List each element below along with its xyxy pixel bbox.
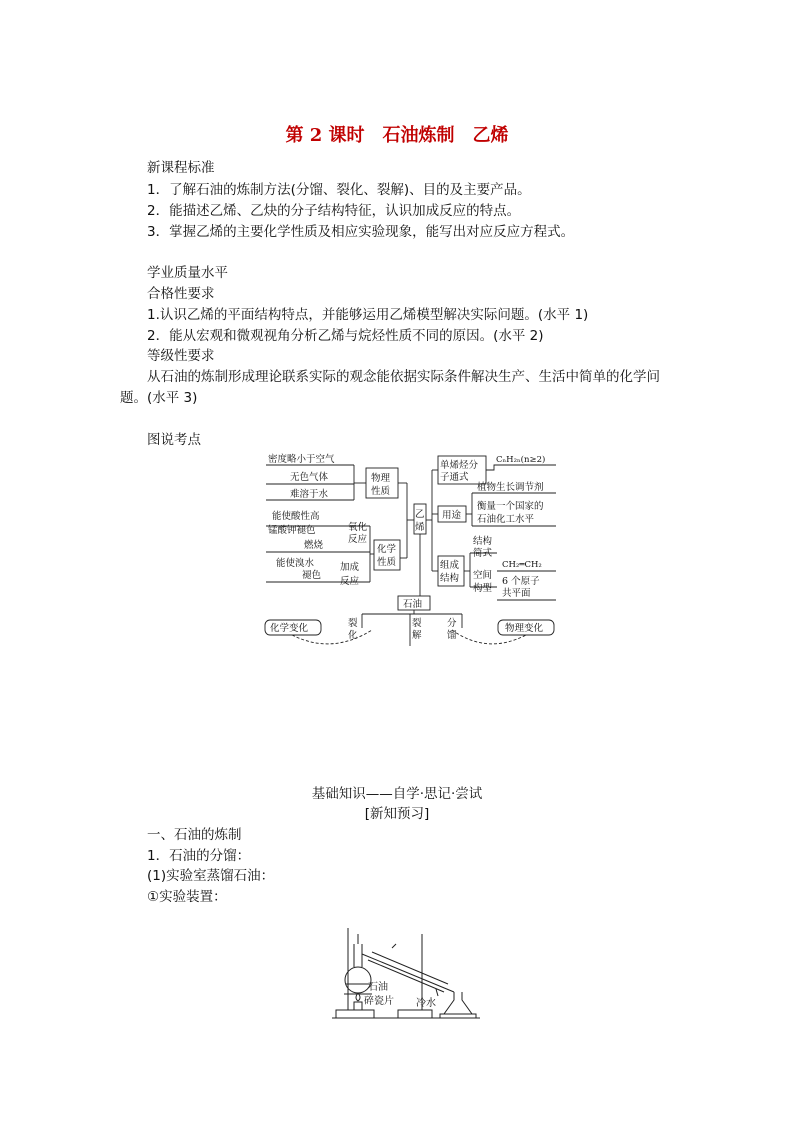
pass-item: 2．能从宏观和微观视角分析乙烯与烷烃性质不同的原因。(水平 2): [147, 328, 544, 344]
structure-label: 结构: [473, 536, 493, 547]
oxidation-item: 能使酸性高: [272, 511, 320, 522]
distill-label: 馏: [447, 630, 457, 641]
chemical-change-label: 化学变化: [270, 623, 309, 634]
physical-item: 无色气体: [290, 472, 329, 483]
page-title: 第 2 课时 石油炼制 乙烯: [285, 125, 509, 146]
standard-item: 1．了解石油的炼制方法(分馏、裂化、裂解)、目的及主要产品。: [147, 182, 531, 198]
burn-item: 燃烧: [304, 540, 324, 551]
center-box-label: 烯: [415, 522, 425, 533]
standard-item: 3．掌握乙烯的主要化学性质及相应实验现象，能写出对应反应方程式。: [147, 224, 575, 240]
physical-change-label: 物理变化: [505, 623, 544, 634]
standard-heading: 新课程标准: [147, 160, 215, 176]
item-heading: 1．石油的分馏：: [147, 848, 251, 864]
grade-heading: 等级性要求: [147, 348, 215, 364]
pass-heading: 合格性要求: [147, 286, 215, 302]
chips-label: 碎瓷片: [364, 996, 394, 1007]
crack2-label: 裂: [412, 618, 422, 629]
oxidation-label: 氧化: [348, 522, 368, 533]
space-item: 6 个原子: [502, 576, 540, 587]
chemical-box-label: 性质: [377, 557, 397, 568]
use-box-label: 用途: [442, 510, 462, 521]
basics-heading: 基础知识——自学·思记·尝试: [311, 786, 483, 802]
general-formula: CₙH₂ₙ(n≥2): [496, 455, 546, 465]
composition-box-label: 结构: [440, 573, 460, 584]
distillation-apparatus: [326, 914, 486, 1022]
crack-label: 裂: [348, 618, 358, 629]
section-heading: 一、石油的炼制: [147, 827, 242, 843]
physical-item: 难溶于水: [290, 489, 329, 500]
oxidation-label: 反应: [348, 534, 368, 545]
structure-formula: CH₂═CH₂: [502, 560, 542, 570]
physical-item: 密度略小于空气: [268, 454, 335, 465]
structure-label: 简式: [473, 548, 493, 559]
sub-heading: (1)实验室蒸馏石油：: [147, 868, 275, 884]
addition-item: 能使溴水: [276, 558, 315, 569]
center-box-label: 乙: [415, 509, 425, 520]
composition-box-label: 组成: [440, 560, 460, 571]
grade-text: 从石油的炼制形成理论联系实际的观念能依据实际条件解决生产、生活中简单的化学问题。(水平 3): [120, 369, 660, 406]
physical-box-label: 物理: [371, 473, 391, 484]
physical-box-label: 性质: [371, 486, 391, 497]
oxidation-item: 锰酸钾褪色: [268, 525, 316, 536]
olefin-box-label: 子通式: [440, 472, 469, 483]
standard-item: 2．能描述乙烯、乙炔的分子结构特征，认识加成反应的特点。: [147, 203, 521, 219]
oil-label: 石油: [368, 982, 388, 993]
device-heading: ①实验装置：: [147, 889, 227, 905]
addition-label: 加成: [340, 562, 360, 573]
space-label: 空间: [473, 570, 493, 581]
olefin-box-label: 单烯烃分: [440, 460, 479, 471]
basics-subheading: [新知预习]: [364, 806, 430, 822]
distill-label: 分: [447, 618, 457, 629]
crack-label: 化: [348, 630, 358, 641]
petroleum-box-label: 石油: [403, 599, 423, 610]
space-item: 共平面: [502, 588, 531, 599]
concept-map: [262, 450, 562, 652]
diagram-heading: 图说考点: [147, 432, 201, 448]
space-label: 构型: [473, 583, 493, 594]
use-item: 衡量一个国家的: [477, 501, 544, 512]
addition-label: 反应: [340, 576, 360, 587]
chemical-box-label: 化学: [377, 544, 397, 555]
use-item: 石油化工水平: [477, 514, 535, 525]
addition-item: 褪色: [302, 570, 322, 581]
crack2-label: 解: [412, 630, 422, 641]
use-item: 植物生长调节剂: [477, 482, 544, 493]
water-label: 冷水: [416, 998, 436, 1009]
pass-item: 1.认识乙烯的平面结构特点，并能够运用乙烯模型解决实际问题。(水平 1): [147, 307, 589, 323]
quality-heading: 学业质量水平: [147, 265, 228, 281]
